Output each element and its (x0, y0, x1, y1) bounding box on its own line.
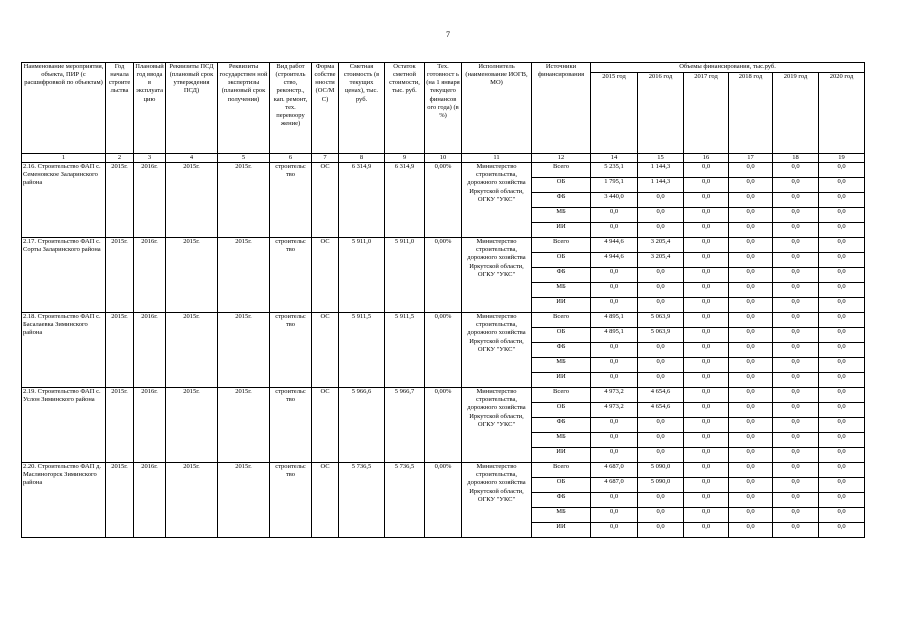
funding-value: 0,0 (684, 448, 729, 463)
header-year: 2020 год (819, 73, 865, 154)
executor: Министерство строительства, дорожного хозяйства Иркутской области, ОГКУ "УКС" (462, 313, 532, 388)
funding-value: 0,0 (729, 223, 773, 238)
funding-value: 5 063,9 (638, 328, 684, 343)
project-name: 2.18. Строительство ФАП с. Басалаевка Зиминского района (22, 313, 106, 388)
ownership: ОС (312, 313, 339, 388)
funding-value: 4 895,1 (591, 328, 638, 343)
funding-value: 0,0 (819, 523, 865, 538)
funding-value: 0,0 (684, 163, 729, 178)
header-readiness: Тех. готовност ь (на 1 января текущего финансов ого года) (в %) (425, 63, 462, 154)
work-type: строительс тво (270, 463, 312, 538)
funding-value: 0,0 (591, 298, 638, 313)
funding-value: 0,0 (729, 403, 773, 418)
funding-value: 0,0 (591, 358, 638, 373)
funding-source: Всего (532, 463, 591, 478)
funding-value: 0,0 (684, 508, 729, 523)
funding-value: 0,0 (773, 178, 819, 193)
funding-value: 0,0 (591, 223, 638, 238)
funding-value: 0,0 (729, 343, 773, 358)
funding-value: 0,0 (638, 448, 684, 463)
funding-value: 0,0 (819, 313, 865, 328)
table-row (22, 388, 865, 403)
estimated-cost: 5 911,5 (339, 313, 385, 388)
funding-value: 0,0 (819, 253, 865, 268)
funding-value: 0,0 (773, 193, 819, 208)
ownership: ОС (312, 463, 339, 538)
funding-value: 0,0 (591, 508, 638, 523)
readiness: 0,00% (425, 463, 462, 538)
work-type: строительс тво (270, 388, 312, 463)
funding-value: 0,0 (773, 358, 819, 373)
funding-value: 0,0 (773, 433, 819, 448)
funding-value: 0,0 (729, 208, 773, 223)
project-name: 2.16. Строительство ФАП с. Семеновское Заларинского района (22, 163, 106, 238)
funding-value: 0,0 (684, 493, 729, 508)
commission-year: 2016г. (134, 388, 166, 463)
header-work-type: Вид работ (строитель ство, реконстр., кап. ремонт, тех. перевоору жение) (270, 63, 312, 154)
header-psd: Реквизиты ПСД (плановый срок утверждения ПСД) (166, 63, 218, 154)
header-commission-year: Плановый год ввода в эксплуата цию (134, 63, 166, 154)
expertise-date: 2015г. (218, 163, 270, 238)
work-type: строительс тво (270, 313, 312, 388)
funding-value: 0,0 (729, 253, 773, 268)
column-number: 15 (638, 154, 684, 163)
funding-source: ОБ (532, 478, 591, 493)
column-number: 1 (22, 154, 106, 163)
funding-value: 0,0 (684, 523, 729, 538)
funding-value: 0,0 (638, 193, 684, 208)
table-row (22, 463, 865, 478)
header-funding-title: Объемы финансирования, тыс.руб. (591, 63, 865, 73)
funding-source: ОБ (532, 178, 591, 193)
funding-value: 0,0 (729, 478, 773, 493)
funding-value: 0,0 (684, 328, 729, 343)
funding-value: 4 973,2 (591, 388, 638, 403)
funding-source: МБ (532, 433, 591, 448)
funding-value: 0,0 (819, 298, 865, 313)
funding-source: ИИ (532, 373, 591, 388)
funding-value: 0,0 (591, 523, 638, 538)
funding-source: ФБ (532, 343, 591, 358)
funding-value: 0,0 (638, 208, 684, 223)
funding-source: ОБ (532, 328, 591, 343)
funding-value: 0,0 (684, 388, 729, 403)
expertise-date: 2015г. (218, 238, 270, 313)
start-year: 2015г. (106, 388, 134, 463)
funding-value: 0,0 (591, 418, 638, 433)
funding-source: ИИ (532, 298, 591, 313)
funding-value: 0,0 (773, 163, 819, 178)
funding-value: 0,0 (819, 208, 865, 223)
funding-value: 0,0 (684, 478, 729, 493)
funding-source: ФБ (532, 268, 591, 283)
column-number: 5 (218, 154, 270, 163)
funding-value: 0,0 (773, 448, 819, 463)
funding-source: МБ (532, 208, 591, 223)
header-executor: Исполнитель (наименование ИОГВ, МО) (462, 63, 532, 154)
executor: Министерство строительства, дорожного хозяйства Иркутской области, ОГКУ "УКС" (462, 163, 532, 238)
funding-value: 0,0 (773, 403, 819, 418)
funding-value: 5 063,9 (638, 313, 684, 328)
funding-value: 0,0 (773, 493, 819, 508)
header-sources: Источники финансирования (532, 63, 591, 154)
funding-value: 0,0 (773, 283, 819, 298)
readiness: 0,00% (425, 238, 462, 313)
funding-value: 0,0 (773, 268, 819, 283)
funding-source: Всего (532, 313, 591, 328)
funding-source: ИИ (532, 448, 591, 463)
funding-value: 0,0 (773, 373, 819, 388)
header-year: 2019 год (773, 73, 819, 154)
funding-source: ФБ (532, 493, 591, 508)
estimated-cost: 5 736,5 (339, 463, 385, 538)
funding-value: 0,0 (819, 463, 865, 478)
funding-value: 0,0 (684, 208, 729, 223)
funding-value: 0,0 (729, 178, 773, 193)
psd-date: 2015г. (166, 463, 218, 538)
funding-value: 0,0 (638, 268, 684, 283)
remaining-cost: 5 911,5 (385, 313, 425, 388)
ownership: ОС (312, 238, 339, 313)
funding-value: 0,0 (773, 478, 819, 493)
funding-value: 0,0 (819, 328, 865, 343)
start-year: 2015г. (106, 163, 134, 238)
funding-value: 0,0 (729, 283, 773, 298)
funding-value: 0,0 (591, 493, 638, 508)
estimated-cost: 6 314,9 (339, 163, 385, 238)
work-type: строительс тво (270, 163, 312, 238)
funding-value: 3 205,4 (638, 253, 684, 268)
column-number: 3 (134, 154, 166, 163)
funding-value: 0,0 (819, 193, 865, 208)
funding-value: 0,0 (819, 493, 865, 508)
funding-value: 0,0 (684, 313, 729, 328)
column-number: 17 (729, 154, 773, 163)
funding-value: 1 144,3 (638, 178, 684, 193)
column-number: 4 (166, 154, 218, 163)
funding-value: 0,0 (638, 493, 684, 508)
funding-value: 0,0 (684, 403, 729, 418)
funding-value: 0,0 (729, 493, 773, 508)
funding-source: ИИ (532, 223, 591, 238)
funding-value: 4 687,0 (591, 478, 638, 493)
funding-value: 0,0 (773, 223, 819, 238)
funding-value: 4 944,6 (591, 238, 638, 253)
project-name: 2.17. Строительство ФАП с. Сорты Заларинского района (22, 238, 106, 313)
funding-source: ОБ (532, 403, 591, 418)
funding-value: 0,0 (773, 418, 819, 433)
funding-value: 0,0 (684, 193, 729, 208)
funding-value: 4 654,6 (638, 403, 684, 418)
header-remaining: Остаток сметной стоимости, тыс. руб. (385, 63, 425, 154)
funding-value: 0,0 (684, 343, 729, 358)
table-row (22, 163, 865, 178)
funding-value: 0,0 (591, 268, 638, 283)
readiness: 0,00% (425, 388, 462, 463)
psd-date: 2015г. (166, 238, 218, 313)
column-number: 18 (773, 154, 819, 163)
header-ownership: Форма собстве нности (ОС/М С) (312, 63, 339, 154)
funding-value: 0,0 (729, 523, 773, 538)
funding-value: 0,0 (684, 238, 729, 253)
readiness: 0,00% (425, 313, 462, 388)
funding-value: 0,0 (638, 343, 684, 358)
funding-value: 0,0 (773, 313, 819, 328)
funding-value: 4 973,2 (591, 403, 638, 418)
funding-value: 4 895,1 (591, 313, 638, 328)
ownership: ОС (312, 163, 339, 238)
funding-value: 0,0 (729, 163, 773, 178)
funding-value: 0,0 (819, 178, 865, 193)
funding-value: 0,0 (819, 418, 865, 433)
funding-value: 0,0 (638, 298, 684, 313)
header-year: 2018 год (729, 73, 773, 154)
funding-value: 0,0 (638, 433, 684, 448)
psd-date: 2015г. (166, 388, 218, 463)
funding-source: ИИ (532, 523, 591, 538)
funding-value: 0,0 (591, 283, 638, 298)
estimated-cost: 5 911,0 (339, 238, 385, 313)
funding-value: 0,0 (591, 433, 638, 448)
funding-value: 0,0 (819, 283, 865, 298)
funding-value: 0,0 (773, 388, 819, 403)
funding-value: 0,0 (819, 163, 865, 178)
funding-value: 5 090,0 (638, 478, 684, 493)
start-year: 2015г. (106, 463, 134, 538)
funding-value: 0,0 (773, 238, 819, 253)
work-type: строительс тво (270, 238, 312, 313)
commission-year: 2016г. (134, 163, 166, 238)
funding-value: 0,0 (684, 358, 729, 373)
funding-value: 0,0 (819, 223, 865, 238)
funding-value: 0,0 (591, 208, 638, 223)
funding-value: 0,0 (684, 298, 729, 313)
funding-value: 0,0 (638, 523, 684, 538)
executor: Министерство строительства, дорожного хозяйства Иркутской области, ОГКУ "УКС" (462, 463, 532, 538)
funding-value: 0,0 (729, 358, 773, 373)
funding-value: 0,0 (819, 433, 865, 448)
remaining-cost: 5 966,7 (385, 388, 425, 463)
commission-year: 2016г. (134, 313, 166, 388)
funding-value: 0,0 (819, 388, 865, 403)
column-number: 12 (532, 154, 591, 163)
ownership: ОС (312, 388, 339, 463)
estimated-cost: 5 966,6 (339, 388, 385, 463)
funding-value: 0,0 (684, 283, 729, 298)
funding-value: 0,0 (684, 463, 729, 478)
funding-value: 0,0 (729, 418, 773, 433)
executor: Министерство строительства, дорожного хозяйства Иркутской области, ОГКУ "УКС" (462, 388, 532, 463)
funding-value: 0,0 (638, 373, 684, 388)
funding-source: Всего (532, 163, 591, 178)
expertise-date: 2015г. (218, 463, 270, 538)
column-number: 16 (684, 154, 729, 163)
column-numbers-row (22, 154, 865, 163)
commission-year: 2016г. (134, 463, 166, 538)
funding-value: 0,0 (773, 508, 819, 523)
funding-value: 0,0 (773, 343, 819, 358)
funding-source: МБ (532, 358, 591, 373)
funding-value: 0,0 (773, 208, 819, 223)
funding-value: 0,0 (819, 478, 865, 493)
funding-value: 0,0 (773, 298, 819, 313)
column-number: 10 (425, 154, 462, 163)
funding-value: 0,0 (773, 253, 819, 268)
funding-source: Всего (532, 238, 591, 253)
funding-value: 0,0 (591, 343, 638, 358)
funding-value: 4 687,0 (591, 463, 638, 478)
table-body (22, 163, 865, 538)
funding-value: 0,0 (773, 463, 819, 478)
funding-source: ОБ (532, 253, 591, 268)
funding-value: 4 944,6 (591, 253, 638, 268)
funding-source: МБ (532, 283, 591, 298)
expertise-date: 2015г. (218, 313, 270, 388)
funding-value: 0,0 (729, 388, 773, 403)
project-name: 2.20. Строительство ФАП д. Масляногорск Зиминского района (22, 463, 106, 538)
funding-value: 0,0 (729, 508, 773, 523)
column-number: 9 (385, 154, 425, 163)
funding-value: 0,0 (729, 373, 773, 388)
header-year: 2016 год (638, 73, 684, 154)
psd-date: 2015г. (166, 163, 218, 238)
funding-value: 0,0 (773, 328, 819, 343)
funding-value: 0,0 (819, 373, 865, 388)
column-number: 2 (106, 154, 134, 163)
funding-source: ФБ (532, 193, 591, 208)
header-expertise: Реквизиты государствен ной экспертизы (плановый срок получения) (218, 63, 270, 154)
funding-value: 0,0 (729, 448, 773, 463)
funding-value: 1 144,3 (638, 163, 684, 178)
funding-value: 3 440,0 (591, 193, 638, 208)
funding-value: 0,0 (638, 358, 684, 373)
remaining-cost: 5 736,5 (385, 463, 425, 538)
funding-source: ФБ (532, 418, 591, 433)
funding-value: 0,0 (729, 268, 773, 283)
column-number: 7 (312, 154, 339, 163)
funding-source: Всего (532, 388, 591, 403)
funding-value: 0,0 (638, 418, 684, 433)
column-number: 6 (270, 154, 312, 163)
funding-value: 0,0 (819, 343, 865, 358)
funding-value: 0,0 (729, 433, 773, 448)
expertise-date: 2015г. (218, 388, 270, 463)
funding-value: 0,0 (729, 313, 773, 328)
funding-value: 0,0 (684, 418, 729, 433)
start-year: 2015г. (106, 313, 134, 388)
funding-value: 0,0 (819, 508, 865, 523)
funding-value: 5 090,0 (638, 463, 684, 478)
funding-value: 0,0 (819, 448, 865, 463)
start-year: 2015г. (106, 238, 134, 313)
column-number: 8 (339, 154, 385, 163)
header-est-cost: Сметная стоимость (в текущих ценах), тыс. руб. (339, 63, 385, 154)
funding-value: 0,0 (638, 283, 684, 298)
header-year: 2017 год (684, 73, 729, 154)
funding-value: 0,0 (729, 328, 773, 343)
funding-value: 0,0 (729, 298, 773, 313)
column-number: 11 (462, 154, 532, 163)
funding-value: 0,0 (591, 373, 638, 388)
header-start-year: Год начала строите льства (106, 63, 134, 154)
project-name: 2.19. Строительство ФАП с. Услон Зиминского района (22, 388, 106, 463)
financing-table (21, 62, 865, 538)
funding-value: 3 205,4 (638, 238, 684, 253)
page-number: 7 (446, 30, 450, 39)
header-year: 2015 год (591, 73, 638, 154)
funding-value: 0,0 (638, 223, 684, 238)
funding-value: 0,0 (819, 403, 865, 418)
funding-value: 0,0 (819, 238, 865, 253)
funding-value: 0,0 (773, 523, 819, 538)
funding-value: 0,0 (729, 238, 773, 253)
funding-value: 0,0 (638, 508, 684, 523)
funding-value: 0,0 (684, 223, 729, 238)
column-number: 14 (591, 154, 638, 163)
funding-value: 4 654,6 (638, 388, 684, 403)
funding-value: 0,0 (684, 268, 729, 283)
funding-value: 0,0 (684, 433, 729, 448)
funding-value: 0,0 (819, 268, 865, 283)
psd-date: 2015г. (166, 313, 218, 388)
funding-value: 0,0 (819, 358, 865, 373)
funding-value: 5 235,1 (591, 163, 638, 178)
funding-value: 0,0 (684, 373, 729, 388)
readiness: 0,00% (425, 163, 462, 238)
executor: Министерство строительства, дорожного хозяйства Иркутской области, ОГКУ "УКС" (462, 238, 532, 313)
funding-value: 0,0 (684, 178, 729, 193)
remaining-cost: 5 911,0 (385, 238, 425, 313)
funding-value: 0,0 (729, 193, 773, 208)
funding-value: 0,0 (591, 448, 638, 463)
commission-year: 2016г. (134, 238, 166, 313)
table-row (22, 313, 865, 328)
remaining-cost: 6 314,9 (385, 163, 425, 238)
funding-source: МБ (532, 508, 591, 523)
funding-value: 0,0 (729, 463, 773, 478)
funding-value: 0,0 (684, 253, 729, 268)
funding-value: 1 795,1 (591, 178, 638, 193)
header-name: Наименование мероприятия, объекта, ПИР (с расшифровкой по объектам) (22, 63, 106, 154)
column-number: 19 (819, 154, 865, 163)
table-row (22, 238, 865, 253)
